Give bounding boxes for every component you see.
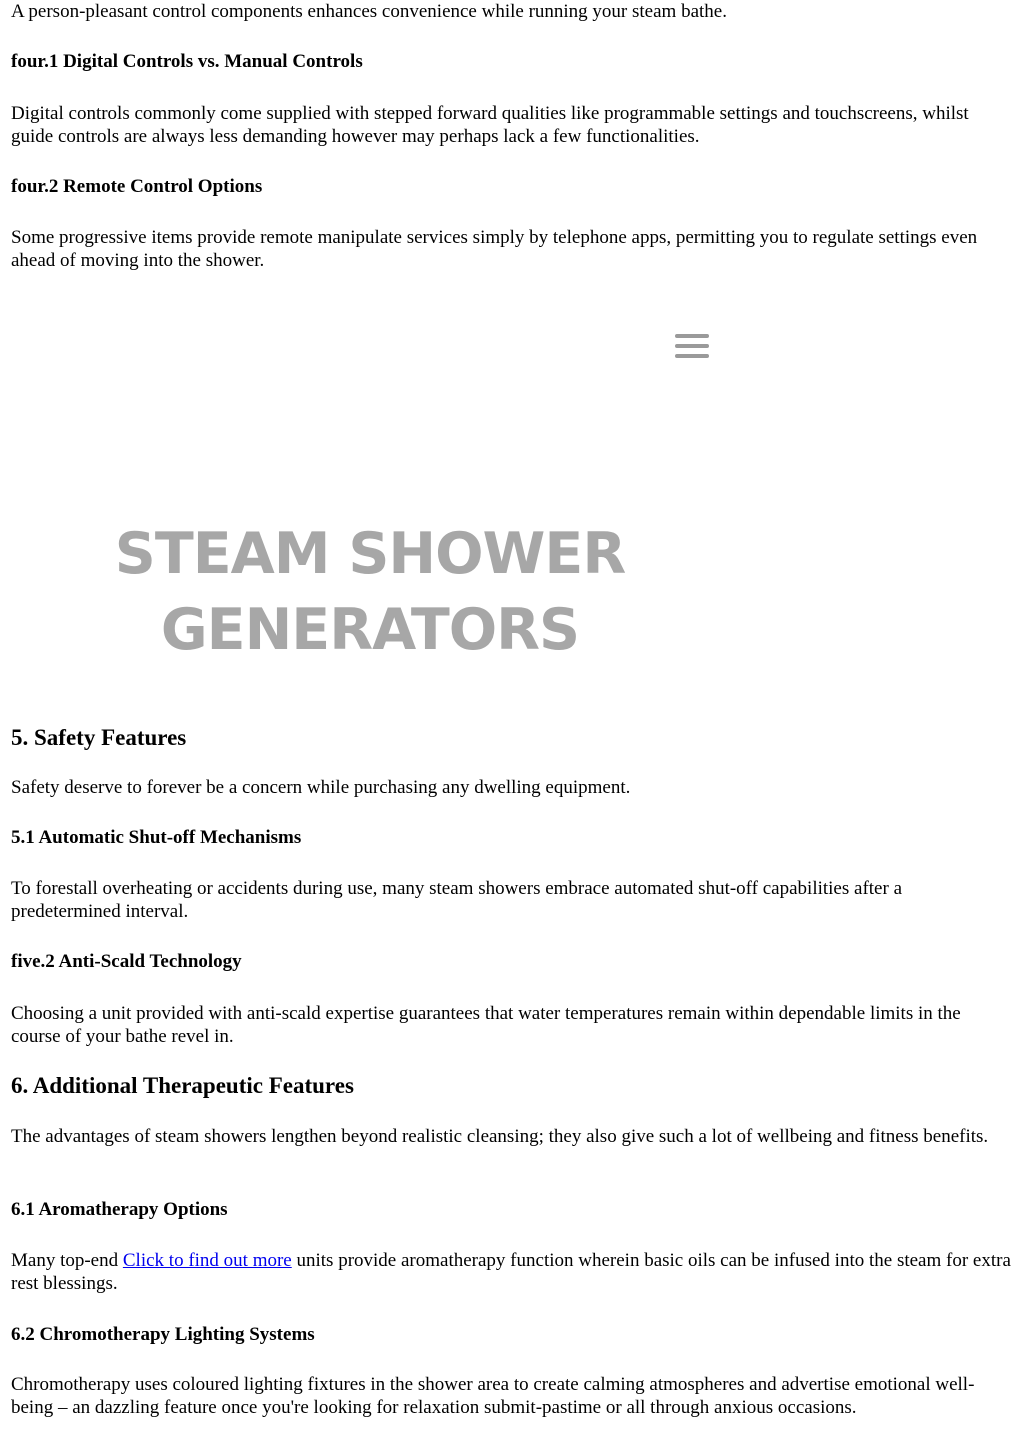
paragraph-6-1 (11, 1249, 1014, 1295)
heading-4-2: four.2 Remote Control Options (11, 176, 263, 197)
paragraph-5-2: Choosing a unit provided with anti-scald expertise guarantees that water temperatures remain within dependable limits in the course of your bathe revel in. (11, 1003, 961, 1047)
paragraph-5: Safety deserve to forever be a concern while purchasing any dwelling equipment. (11, 777, 631, 798)
heading-5-2: five.2 Anti-Scald Technology (11, 951, 242, 972)
heading-5-1: 5.1 Automatic Shut-off Mechanisms (11, 827, 302, 848)
heading-4-1: four.1 Digital Controls vs. Manual Controls (11, 51, 363, 72)
paragraph-6-1-text-before: Many top-end (11, 1250, 123, 1271)
heading-6-1: 6.1 Aromatherapy Options (11, 1199, 228, 1220)
intro-paragraph: A person-pleasant control components enhances convenience while running your steam bathe. (11, 1, 727, 22)
find-out-more-link[interactable]: Click to find out more (122, 1250, 292, 1271)
paragraph-5-1: To forestall overheating or accidents during use, many steam showers embrace automated shut-off capabilities after a predetermined interval. (11, 878, 902, 922)
banner-title-line-1: STEAM SHOWER (114, 521, 626, 587)
paragraph-6-2: Chromotherapy uses coloured lighting fixtures in the shower area to create calming atmospheres and advertise emotional well-being – an dazzling feature once you're looking for relaxation submit-pastime or all through anxious occasions. (11, 1374, 975, 1418)
paragraph-6: The advantages of steam showers lengthen beyond realistic cleansing; they also give such a lot of wellbeing and fitness benefits. (11, 1126, 989, 1147)
banner-title-line-2: GENERATORS (160, 597, 580, 663)
heading-5: 5. Safety Features (11, 725, 187, 750)
banner-title (110, 516, 630, 668)
heading-6-2: 6.2 Chromotherapy Lighting Systems (11, 1324, 315, 1345)
paragraph-6-1-text-after: units provide aromatherapy function wherein basic oils can be infused into the steam for extra rest blessings. (11, 1250, 1011, 1294)
heading-6: 6. Additional Therapeutic Features (11, 1073, 354, 1098)
paragraph-4-2: Some progressive items provide remote manipulate services simply by telephone apps, permitting you to regulate settings even ahead of moving into the shower. (11, 227, 978, 271)
hamburger-menu-icon[interactable] (675, 334, 709, 358)
paragraph-4-1: Digital controls commonly come supplied with stepped forward qualities like programmable settings and touchscreens, whilst guide controls are always less demanding however may perhaps lack a few functionalities. (11, 103, 969, 147)
